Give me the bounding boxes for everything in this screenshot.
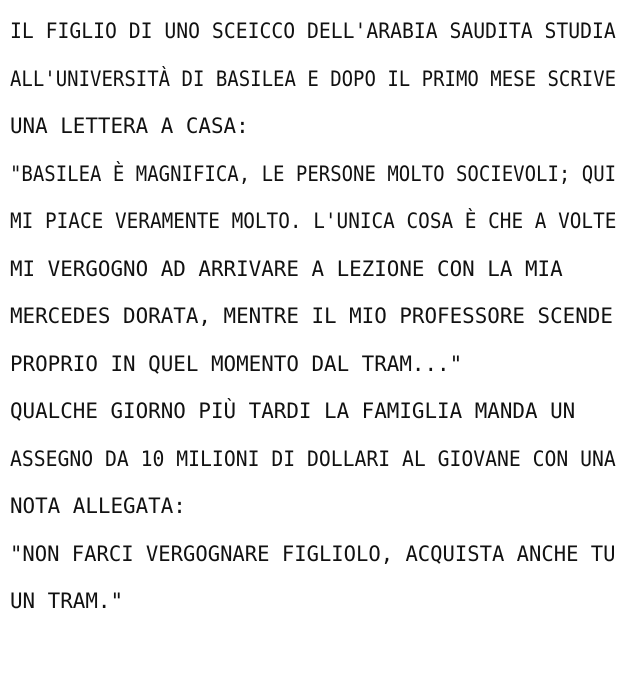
story-line: IL FIGLIO DI UNO SCEICCO DELL'ARABIA SAUDITA STUDIA (10, 19, 616, 43)
story-line: ALL'UNIVERSITÀ DI BASILEA E DOPO IL PRIMO MESE SCRIVE (10, 66, 617, 91)
story-line: "BASILEA È MAGNIFICA, LE PERSONE MOLTO SOCIEVOLI; QUI (10, 161, 617, 186)
story-line: "NON FARCI VERGOGNARE FIGLIOLO, ACQUISTA ANCHE TU (10, 541, 616, 566)
story-line: QUALCHE GIORNO PIÙ TARDI LA FAMIGLIA MANDA UN (10, 399, 576, 423)
story-line: UNA LETTERA A CASA: (10, 114, 249, 138)
story-line: MERCEDES DORATA, MENTRE IL MIO PROFESSORE SCENDE (10, 304, 613, 328)
story-line: MI VERGOGNO AD ARRIVARE A LEZIONE CON LA MIA (10, 256, 563, 281)
story-text (10, 8, 620, 626)
story-line: MI PIACE VERAMENTE MOLTO. L'UNICA COSA È CHE A VOLTE (10, 209, 617, 233)
story-line: PROPRIO IN QUEL MOMENTO DAL TRAM..." (10, 351, 463, 376)
story-line: ASSEGNO DA 10 MILIONI DI DOLLARI AL GIOVANE CON UNA (10, 446, 616, 471)
story-line: UN TRAM." (10, 589, 124, 613)
story-line: NOTA ALLEGATA: (10, 494, 186, 518)
